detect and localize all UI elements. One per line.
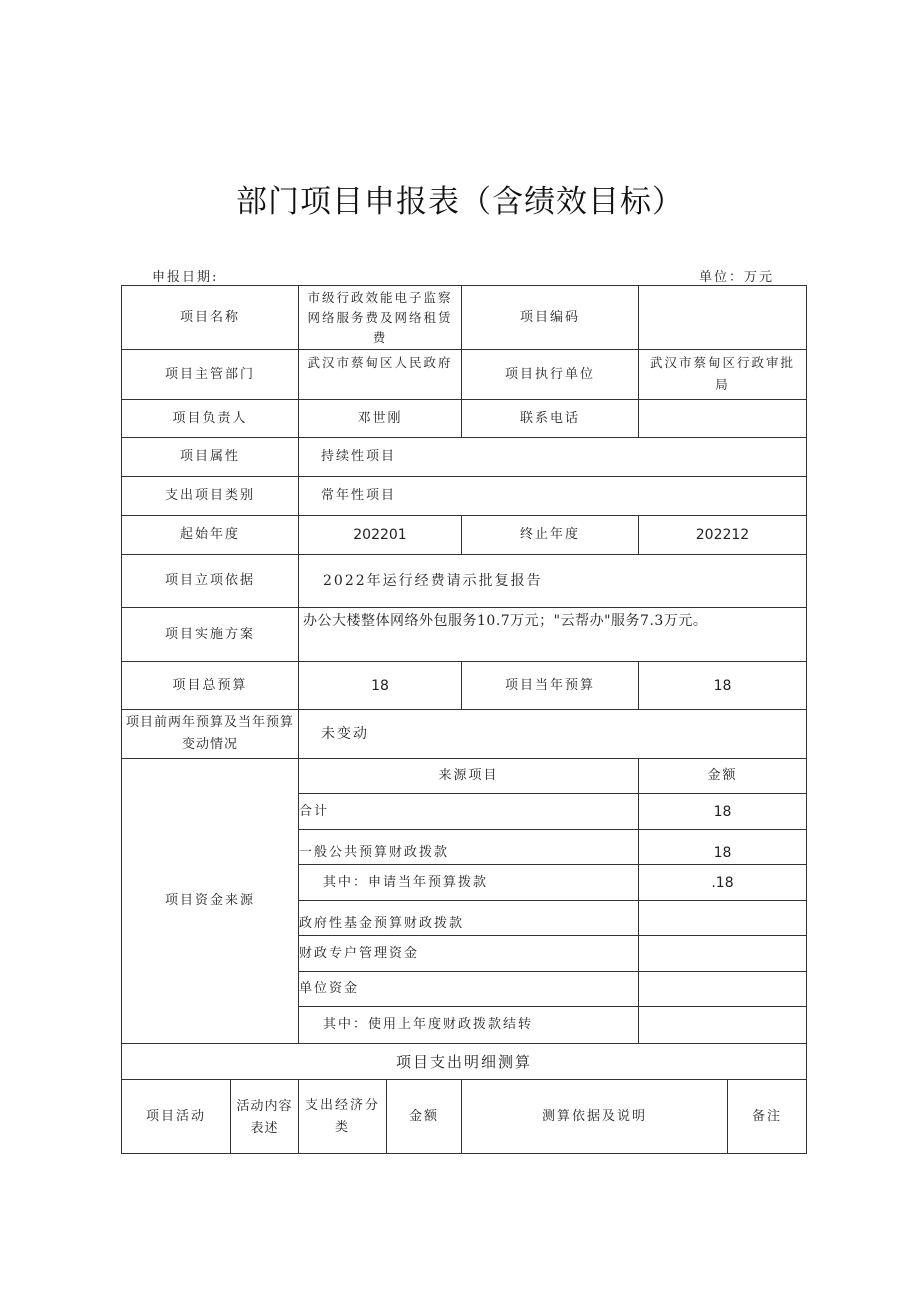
page-title: 部门项目申报表（含绩效目标）: [236, 184, 684, 220]
detail-header-row: [122, 1080, 807, 1154]
attribute-label: 项目属性: [122, 438, 299, 477]
funds-col-amount: 金额: [639, 759, 807, 794]
detail-col-activity: 项目活动: [122, 1080, 231, 1154]
detail-col-content: 活动内容表述: [231, 1080, 299, 1154]
row-basis: [122, 555, 807, 608]
phone-value: [639, 400, 807, 438]
row-budget-change: [122, 710, 807, 759]
funds-item-label: 财政专户管理资金: [299, 936, 639, 972]
detail-title-row: [122, 1044, 807, 1080]
exec-unit-value: 武汉市蔡甸区行政审批局: [639, 350, 807, 400]
plan-value: 办公大楼整体网络外包服务10.7万元；"云帮办"服务7.3万元。: [299, 608, 807, 662]
basis-value: 2022年运行经费请示批复报告: [299, 555, 807, 608]
attribute-value: 持续性项目: [299, 438, 807, 477]
funds-item-amount: 18: [639, 830, 807, 865]
project-code-value: [639, 286, 807, 350]
funds-item-amount: 18: [639, 794, 807, 830]
manager-value: 邓世刚: [299, 400, 462, 438]
start-year-value: 202201: [299, 516, 462, 555]
category-value: 常年性项目: [299, 477, 807, 516]
funds-item-amount: [639, 972, 807, 1007]
row-manager: [122, 400, 807, 438]
detail-col-basis: 测算依据及说明: [462, 1080, 728, 1154]
row-category: [122, 477, 807, 516]
row-attribute: [122, 438, 807, 477]
funds-item-amount: .18: [639, 865, 807, 901]
start-year-label: 起始年度: [122, 516, 299, 555]
row-department: [122, 350, 807, 400]
end-year-value: 202212: [639, 516, 807, 555]
funds-section-label: 项目资金来源: [122, 759, 299, 1044]
dept-value: 武汉市蔡甸区人民政府: [299, 350, 462, 400]
row-project-name: [122, 286, 807, 350]
phone-label: 联系电话: [462, 400, 639, 438]
detail-table: [121, 1079, 807, 1154]
project-code-label: 项目编码: [462, 286, 639, 350]
funds-item-label: 一般公共预算财政拨款: [299, 830, 639, 865]
project-form-table: [121, 285, 807, 1080]
funds-item-label: 其中：使用上年度财政拨款结转: [299, 1007, 639, 1044]
change-label: 项目前两年预算及当年预算变动情况: [122, 710, 299, 759]
detail-col-amount: 金额: [387, 1080, 462, 1154]
funds-item-label: 政府性基金预算财政拨款: [299, 901, 639, 936]
row-years: [122, 516, 807, 555]
funds-item-amount: [639, 901, 807, 936]
end-year-label: 终止年度: [462, 516, 639, 555]
detail-section-title: 项目支出明细测算: [122, 1044, 807, 1080]
funds-item-label: 其中：申请当年预算拨款: [299, 865, 639, 901]
row-plan: [122, 608, 807, 662]
year-budget-label: 项目当年预算: [462, 662, 639, 710]
project-name-label: 项目名称: [122, 286, 299, 350]
declare-date-label: 申报日期:: [152, 270, 219, 285]
row-budget: [122, 662, 807, 710]
unit-label: 单位：万元: [698, 270, 774, 285]
basis-label: 项目立项依据: [122, 555, 299, 608]
funds-item-label: 单位资金: [299, 972, 639, 1007]
total-budget-value: 18: [299, 662, 462, 710]
plan-label: 项目实施方案: [122, 608, 299, 662]
detail-col-economic-class: 支出经济分类: [299, 1080, 387, 1154]
exec-unit-label: 项目执行单位: [462, 350, 639, 400]
funds-header-row: [122, 759, 807, 794]
manager-label: 项目负责人: [122, 400, 299, 438]
funds-item-amount: [639, 1007, 807, 1044]
funds-item-amount: [639, 936, 807, 972]
total-budget-label: 项目总预算: [122, 662, 299, 710]
dept-label: 项目主管部门: [122, 350, 299, 400]
category-label: 支出项目类别: [122, 477, 299, 516]
project-name-value: 市级行政效能电子监察网络服务费及网络租赁费: [299, 286, 462, 350]
year-budget-value: 18: [639, 662, 807, 710]
change-value: 未变动: [299, 710, 807, 759]
funds-item-label: 合计: [299, 794, 639, 830]
detail-col-remark: 备注: [728, 1080, 807, 1154]
funds-col-source: 来源项目: [299, 759, 639, 794]
